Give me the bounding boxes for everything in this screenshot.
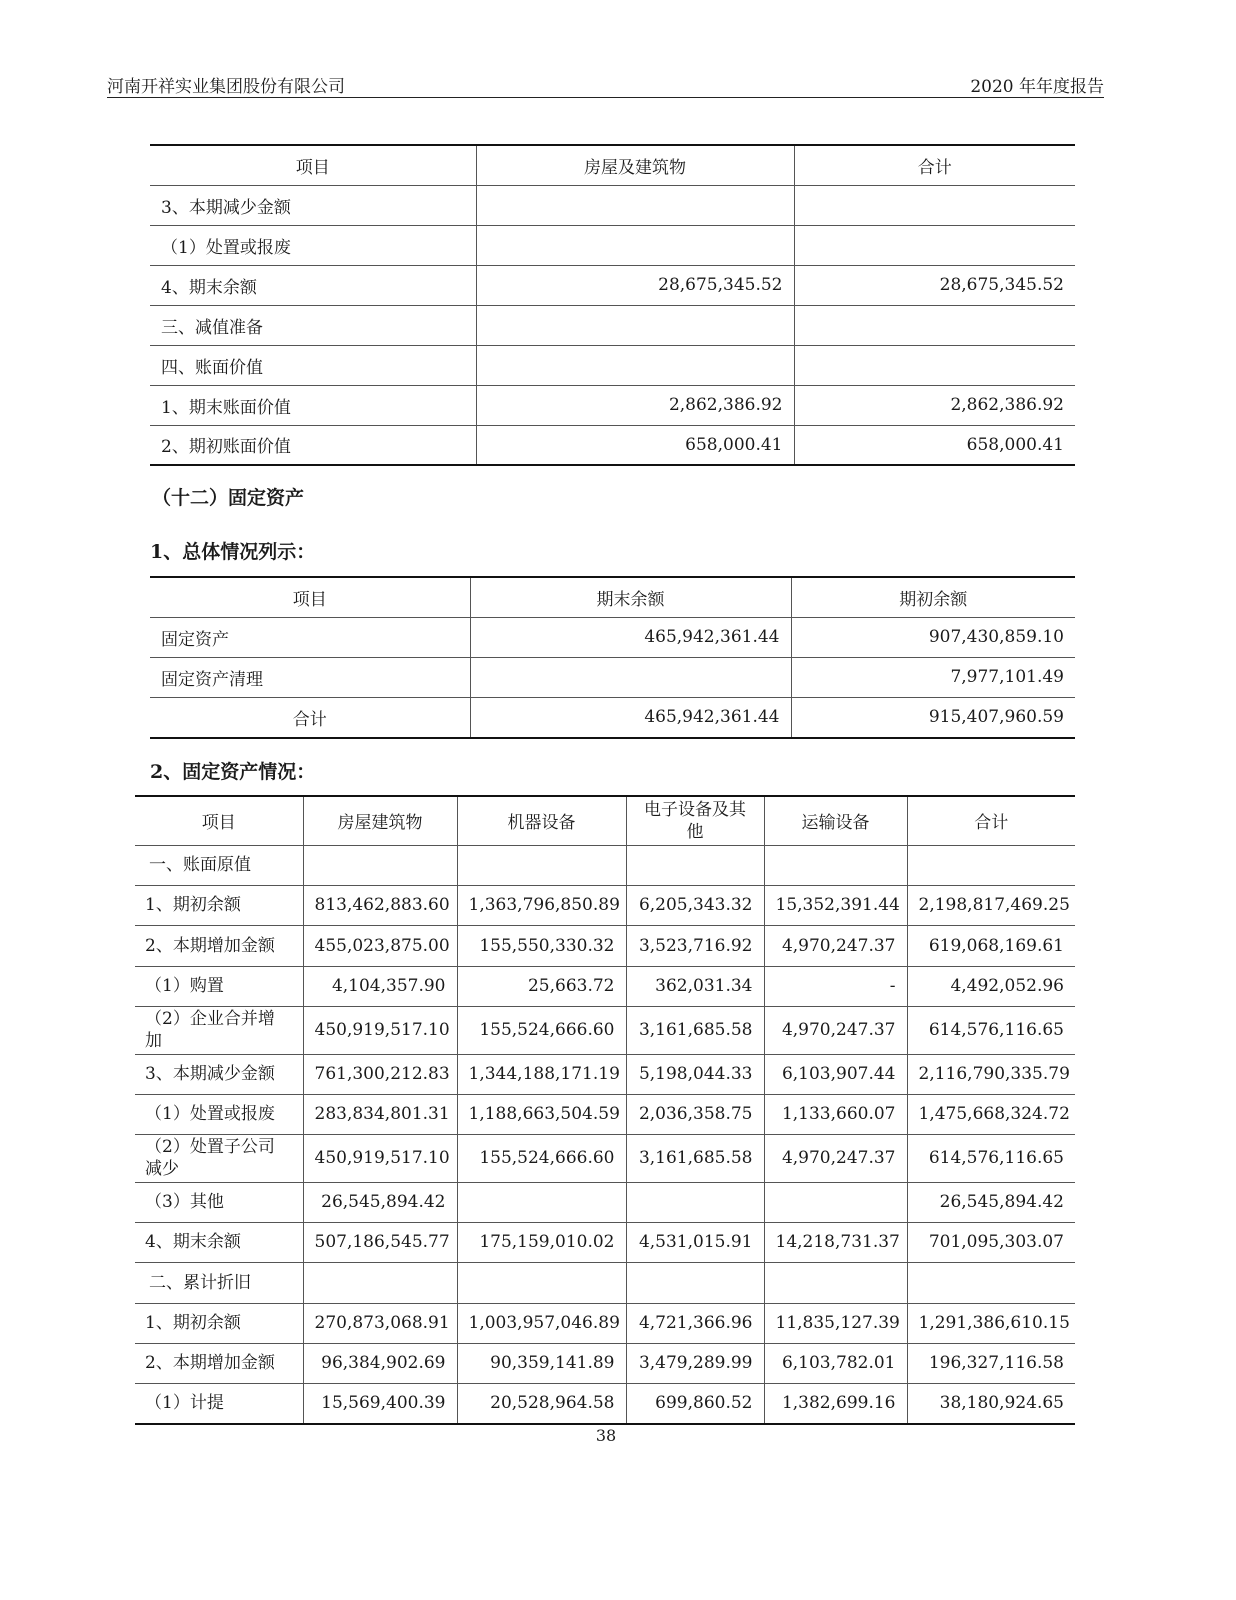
- table-cell: 658,000.41: [794, 425, 1075, 465]
- table-cell: 7,977,101.49: [791, 657, 1075, 697]
- table-cell: 20,528,964.58: [457, 1383, 626, 1424]
- row-label: （1）购置: [135, 966, 303, 1006]
- table-row: [150, 345, 1075, 385]
- table-row: [135, 966, 1075, 1006]
- table-cell: [907, 845, 1075, 885]
- header-rule: [107, 97, 1104, 98]
- table-cell: 4,721,366.96: [626, 1303, 764, 1343]
- table-row: [135, 1262, 1075, 1303]
- table-cell: [794, 225, 1075, 265]
- column-header: 合计: [907, 796, 1075, 845]
- row-label: 四、账面价值: [150, 345, 476, 385]
- table-cell: 450,919,517.10: [303, 1134, 457, 1182]
- row-label: 3、本期减少金额: [150, 185, 476, 225]
- table-cell: 4,970,247.37: [764, 925, 907, 966]
- table-row: [150, 425, 1075, 465]
- table-cell: 26,545,894.42: [907, 1182, 1075, 1222]
- table-cell: 1,003,957,046.89: [457, 1303, 626, 1343]
- table-cell: 907,430,859.10: [791, 617, 1075, 657]
- table-cell: 1,344,188,171.19: [457, 1054, 626, 1094]
- table-cell: 6,103,907.44: [764, 1054, 907, 1094]
- table-cell: [764, 1262, 907, 1303]
- table-cell: [764, 1182, 907, 1222]
- table-cell: [476, 185, 794, 225]
- table-cell: [626, 1262, 764, 1303]
- column-header: 机器设备: [457, 796, 626, 845]
- table-cell: 4,104,357.90: [303, 966, 457, 1006]
- table-row: [135, 1222, 1075, 1262]
- row-label: （2）企业合并增加: [135, 1006, 303, 1054]
- row-label: 固定资产: [150, 617, 470, 657]
- row-label: 2、本期增加金额: [135, 1343, 303, 1383]
- table-row: [135, 1094, 1075, 1134]
- table-cell: 283,834,801.31: [303, 1094, 457, 1134]
- column-header: 项目: [150, 577, 470, 617]
- table-cell: 3,161,685.58: [626, 1134, 764, 1182]
- table-cell: 15,352,391.44: [764, 885, 907, 925]
- table-cell: -: [764, 966, 907, 1006]
- table-cell: 155,524,666.60: [457, 1006, 626, 1054]
- table-row: [135, 925, 1075, 966]
- column-header: 项目: [135, 796, 303, 845]
- row-label: 4、期末余额: [135, 1222, 303, 1262]
- table-row-total: [150, 697, 1075, 738]
- table-cell: [626, 845, 764, 885]
- table-cell: [457, 1262, 626, 1303]
- table-cell: [626, 1182, 764, 1222]
- table-cell: [457, 845, 626, 885]
- row-label: 固定资产清理: [150, 657, 470, 697]
- header-company: 河南开祥实业集团股份有限公司: [107, 77, 345, 97]
- table-cell: [476, 305, 794, 345]
- column-header: 合计: [794, 145, 1075, 185]
- row-label: 二、累计折旧: [135, 1262, 303, 1303]
- table-cell: 2,036,358.75: [626, 1094, 764, 1134]
- table-row: [135, 885, 1075, 925]
- table-row: [135, 1303, 1075, 1343]
- table-row: [135, 1343, 1075, 1383]
- table-cell: 658,000.41: [476, 425, 794, 465]
- table-cell: 2,116,790,335.79: [907, 1054, 1075, 1094]
- header-report-title: 2020 年年度报告: [970, 77, 1104, 97]
- table-cell: 362,031.34: [626, 966, 764, 1006]
- row-label: 一、账面原值: [135, 845, 303, 885]
- table-cell: 155,550,330.32: [457, 925, 626, 966]
- table-row: [135, 1182, 1075, 1222]
- table-cell: [794, 305, 1075, 345]
- table-cell: 3,479,289.99: [626, 1343, 764, 1383]
- table-row: [150, 225, 1075, 265]
- table-cell: 455,023,875.00: [303, 925, 457, 966]
- column-header: 运输设备: [764, 796, 907, 845]
- table-cell: 270,873,068.91: [303, 1303, 457, 1343]
- table-cell: 4,531,015.91: [626, 1222, 764, 1262]
- fixed-assets-overview-table: [150, 576, 1075, 739]
- table-cell: [476, 225, 794, 265]
- section-title: （十二）固定资产: [152, 487, 305, 509]
- column-header: 房屋及建筑物: [476, 145, 794, 185]
- table-cell: 15,569,400.39: [303, 1383, 457, 1424]
- row-label: （1）计提: [135, 1383, 303, 1424]
- row-label: （1）处置或报废: [135, 1094, 303, 1134]
- row-label: 合计: [150, 697, 470, 738]
- table-cell: [764, 845, 907, 885]
- table-cell: 450,919,517.10: [303, 1006, 457, 1054]
- table-cell: [303, 1262, 457, 1303]
- table-cell: 701,095,303.07: [907, 1222, 1075, 1262]
- table-cell: [457, 1182, 626, 1222]
- fixed-assets-detail-table: [135, 795, 1075, 1425]
- table-cell: 96,384,902.69: [303, 1343, 457, 1383]
- table-cell: 26,545,894.42: [303, 1182, 457, 1222]
- column-header: 项目: [150, 145, 476, 185]
- table-header-row: [135, 796, 1075, 845]
- subsection-title-details: 2、固定资产情况：: [150, 761, 316, 783]
- table-cell: 6,205,343.32: [626, 885, 764, 925]
- table-cell: 28,675,345.52: [794, 265, 1075, 305]
- column-header: 期末余额: [470, 577, 791, 617]
- table-row: [135, 1383, 1075, 1424]
- table-cell: 915,407,960.59: [791, 697, 1075, 738]
- row-label: 1、期初余额: [135, 1303, 303, 1343]
- table-cell: 2,862,386.92: [794, 385, 1075, 425]
- table-cell: [476, 345, 794, 385]
- table-cell: 155,524,666.60: [457, 1134, 626, 1182]
- table-row: [135, 1006, 1075, 1054]
- table-cell: 761,300,212.83: [303, 1054, 457, 1094]
- column-header: 房屋建筑物: [303, 796, 457, 845]
- table-cell: 14,218,731.37: [764, 1222, 907, 1262]
- table-row: [135, 1134, 1075, 1182]
- table-cell: 4,970,247.37: [764, 1006, 907, 1054]
- table-cell: 1,188,663,504.59: [457, 1094, 626, 1134]
- table-cell: 175,159,010.02: [457, 1222, 626, 1262]
- table-row: [150, 305, 1075, 345]
- table-cell: 465,942,361.44: [470, 697, 791, 738]
- table-header-row: [150, 145, 1075, 185]
- table-cell: 4,492,052.96: [907, 966, 1075, 1006]
- table-row: [150, 617, 1075, 657]
- table-cell: 11,835,127.39: [764, 1303, 907, 1343]
- table-row: [135, 845, 1075, 885]
- row-label: （3）其他: [135, 1182, 303, 1222]
- row-label: 2、本期增加金额: [135, 925, 303, 966]
- page-number: 38: [595, 1426, 617, 1445]
- table-cell: 6,103,782.01: [764, 1343, 907, 1383]
- table-cell: 3,161,685.58: [626, 1006, 764, 1054]
- table-cell: [794, 185, 1075, 225]
- table-cell: [470, 657, 791, 697]
- table-cell: [794, 345, 1075, 385]
- row-label: 1、期末账面价值: [150, 385, 476, 425]
- table-cell: 5,198,044.33: [626, 1054, 764, 1094]
- table-cell: 38,180,924.65: [907, 1383, 1075, 1424]
- table-cell: 4,970,247.37: [764, 1134, 907, 1182]
- table-cell: 699,860.52: [626, 1383, 764, 1424]
- table-cell: 1,382,699.16: [764, 1383, 907, 1424]
- table-cell: 619,068,169.61: [907, 925, 1075, 966]
- table-row: [150, 657, 1075, 697]
- table-cell: 1,475,668,324.72: [907, 1094, 1075, 1134]
- table-cell: 2,198,817,469.25: [907, 885, 1075, 925]
- table-cell: 1,133,660.07: [764, 1094, 907, 1134]
- table-cell: 196,327,116.58: [907, 1343, 1075, 1383]
- table-cell: 614,576,116.65: [907, 1134, 1075, 1182]
- table-cell: 507,186,545.77: [303, 1222, 457, 1262]
- table-cell: [907, 1262, 1075, 1303]
- investment-property-table: [150, 144, 1075, 466]
- column-header: 电子设备及其他: [626, 796, 764, 845]
- table-cell: 1,291,386,610.15: [907, 1303, 1075, 1343]
- table-row: [135, 1054, 1075, 1094]
- table-cell: 614,576,116.65: [907, 1006, 1075, 1054]
- row-label: 1、期初余额: [135, 885, 303, 925]
- table-header-row: [150, 577, 1075, 617]
- row-label: 2、期初账面价值: [150, 425, 476, 465]
- row-label: 4、期末余额: [150, 265, 476, 305]
- table-cell: 25,663.72: [457, 966, 626, 1006]
- column-header: 期初余额: [791, 577, 1075, 617]
- table-cell: [303, 845, 457, 885]
- table-cell: 28,675,345.52: [476, 265, 794, 305]
- row-label: 三、减值准备: [150, 305, 476, 345]
- table-cell: 2,862,386.92: [476, 385, 794, 425]
- row-label: （1）处置或报废: [150, 225, 476, 265]
- table-cell: 813,462,883.60: [303, 885, 457, 925]
- row-label: （2）处置子公司减少: [135, 1134, 303, 1182]
- table-row: [150, 185, 1075, 225]
- table-row: [150, 385, 1075, 425]
- table-cell: 1,363,796,850.89: [457, 885, 626, 925]
- table-cell: 90,359,141.89: [457, 1343, 626, 1383]
- table-cell: 3,523,716.92: [626, 925, 764, 966]
- table-row: [150, 265, 1075, 305]
- subsection-title-overview: 1、总体情况列示：: [150, 541, 316, 563]
- table-cell: 465,942,361.44: [470, 617, 791, 657]
- row-label: 3、本期减少金额: [135, 1054, 303, 1094]
